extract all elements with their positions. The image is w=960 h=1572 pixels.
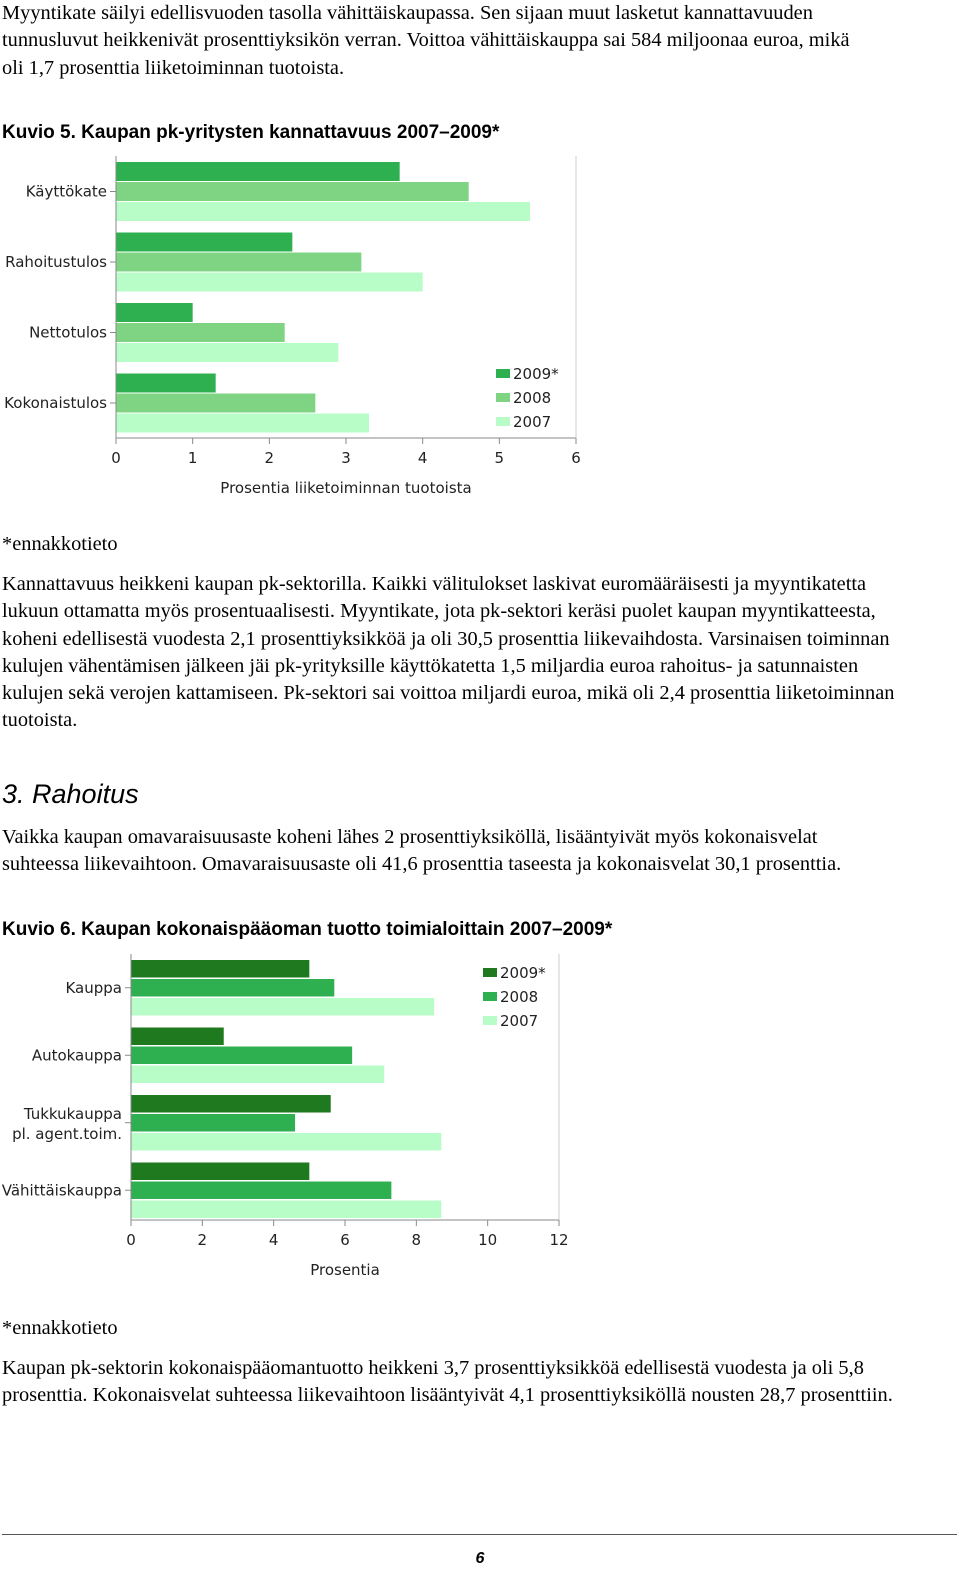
- paragraph-line: koheni edellisestä vuodesta 2,1 prosenttiyksikköä ja oli 30,5 prosenttia liikevaihdosta. Varsinaisen toiminnan: [2, 627, 890, 650]
- legend-swatch: [496, 393, 510, 402]
- intro-paragraph: [2, 0, 958, 82]
- x-tick-label: 4: [268, 1231, 279, 1249]
- bar: [131, 1163, 309, 1181]
- bar: [131, 1047, 352, 1065]
- x-tick-label: 2: [197, 1231, 208, 1249]
- x-tick-label: 1: [187, 449, 198, 467]
- bar: [131, 1201, 441, 1219]
- category-label-line: Vähittäiskauppa: [1, 1181, 122, 1200]
- paragraph-line: tuotoista.: [2, 709, 78, 732]
- category-label: [65, 979, 122, 997]
- x-tick-label: 0: [111, 449, 121, 467]
- bar: [131, 1095, 331, 1113]
- x-tick-label: 6: [571, 449, 581, 467]
- section-title: 3. Rahoitus: [2, 779, 139, 809]
- figure6-caption: Kuvio 6. Kaupan kokonaispääoman tuotto toimialoittain 2007–2009*: [2, 919, 613, 940]
- bar: [116, 303, 193, 322]
- legend-swatch: [496, 417, 510, 426]
- bar: [116, 414, 369, 433]
- bar: [116, 374, 216, 393]
- legend-label: 2009*: [513, 365, 559, 383]
- legend-label: 2008: [513, 389, 552, 407]
- bar: [131, 960, 309, 978]
- x-tick-label: 10: [478, 1231, 498, 1249]
- category-label-line: Tukkukauppa: [23, 1104, 122, 1123]
- category-label-line: Nettotulos: [29, 323, 107, 342]
- figure5-note: *ennakkotieto: [2, 533, 118, 555]
- paragraph-line: kulujen sekä verojen kattamiseen. Pk-sektori sai voittoa miljardi euroa, mikä oli 2,4 prosenttia liiketoiminnan: [2, 682, 895, 705]
- financing-paragraph: [2, 824, 958, 879]
- x-tick-label: 6: [340, 1231, 350, 1249]
- category-label-line: Kauppa: [65, 978, 122, 997]
- bar: [116, 323, 285, 342]
- x-tick-label: 4: [417, 449, 428, 467]
- x-axis-label: Prosentia liiketoiminnan tuotoista: [220, 479, 472, 497]
- figure5-chart: [0, 150, 600, 510]
- legend-swatch: [496, 369, 510, 378]
- category-label-line: Kokonaistulos: [4, 394, 107, 412]
- x-tick-label: 2: [264, 449, 275, 467]
- bar: [131, 1028, 224, 1046]
- category-label: [29, 324, 107, 342]
- x-tick-label: 8: [411, 1231, 422, 1249]
- bar: [116, 233, 292, 252]
- legend-swatch: [483, 968, 497, 977]
- profitability-paragraph: [2, 571, 958, 735]
- legend-swatch: [483, 1016, 497, 1025]
- legend-label: 2007: [500, 1012, 539, 1030]
- bar: [131, 1114, 295, 1132]
- paragraph-line: kulujen vähentämisen jälkeen jäi pk-yrityksille käyttökatetta 1,5 miljardia euroa rahoitus- ja satunnaisten: [2, 654, 859, 677]
- page-number: 6: [475, 1550, 485, 1567]
- category-label: [26, 183, 107, 201]
- bar: [116, 162, 400, 181]
- bar: [116, 202, 530, 221]
- bar: [131, 979, 334, 997]
- category-label-line: pl. agent.toim.: [12, 1124, 122, 1143]
- bar: [131, 998, 434, 1016]
- intro-line: Myyntikate säilyi edellisvuoden tasolla vähittäiskaupassa. Sen sijaan muut lasketut kannattavuuden: [2, 2, 813, 24]
- bar: [131, 1182, 391, 1200]
- paragraph-line: Kannattavuus heikkeni kaupan pk-sektorilla. Kaikki välitulokset laskivat euromääräisesti ja myyntikatetta: [2, 573, 867, 595]
- x-tick-label: 12: [549, 1231, 569, 1249]
- bar: [116, 394, 315, 413]
- figure6-note: *ennakkotieto: [2, 1317, 118, 1339]
- legend-swatch: [483, 992, 497, 1001]
- bar: [116, 253, 361, 272]
- paragraph-line: lukuun ottamatta myös prosentuaalisesti. Myyntikate, jota pk-sektori keräsi puolet kaupan myyntikatteesta,: [2, 600, 876, 623]
- legend-label: 2009*: [500, 964, 546, 982]
- paragraph-line: prosenttia. Kokonaisvelat suhteessa liikevaihtoon lisääntyivät 4,1 prosenttiyksiköllä nousten 28,7 prosenttiin.: [2, 1384, 893, 1407]
- category-label-line: Käyttökate: [25, 182, 107, 201]
- intro-line: tunnusluvut heikkenivät prosenttiyksikön verran. Voittoa vähittäiskauppa sai 584 miljoonaa euroa, mikä: [2, 29, 850, 52]
- bar: [116, 343, 338, 362]
- figure5-caption: Kuvio 5. Kaupan pk-yritysten kannattavuus 2007–2009*: [2, 122, 500, 143]
- bar: [116, 182, 469, 201]
- bar: [131, 1066, 384, 1084]
- x-tick-label: 3: [341, 449, 351, 467]
- category-label: [5, 253, 107, 271]
- figure6-chart: [0, 948, 600, 1293]
- paragraph-line: Kaupan pk-sektorin kokonaispääomantuotto heikkeni 3,7 prosenttiyksikköä edellisestä vuodesta ja oli 5,8: [2, 1357, 864, 1379]
- x-tick-label: 0: [126, 1231, 136, 1249]
- x-axis-label: Prosentia: [310, 1261, 380, 1279]
- legend-label: 2008: [500, 988, 539, 1006]
- footer-divider: [2, 1534, 957, 1535]
- bar: [131, 1133, 441, 1151]
- category-label: [4, 394, 107, 412]
- paragraph-line: Vaikka kaupan omavaraisuusaste koheni lähes 2 prosenttiyksiköllä, lisääntyivät myös kokonaisvelat: [2, 826, 818, 848]
- paragraph-line: suhteessa liikevaihtoon. Omavaraisuusaste oli 41,6 prosenttia taseesta ja kokonaisvelat 30,1 prosenttia.: [2, 853, 842, 876]
- return-paragraph: [2, 1355, 958, 1410]
- x-tick-label: 5: [494, 449, 505, 467]
- category-label: [2, 1181, 122, 1199]
- category-label: [32, 1046, 122, 1064]
- bar: [116, 273, 423, 292]
- category-label-line: Rahoitustulos: [5, 253, 107, 271]
- category-label: [12, 1105, 122, 1143]
- category-label-line: Autokauppa: [31, 1046, 122, 1065]
- intro-line: oli 1,7 prosenttia liiketoiminnan tuotoista.: [2, 56, 345, 79]
- legend-label: 2007: [513, 413, 552, 431]
